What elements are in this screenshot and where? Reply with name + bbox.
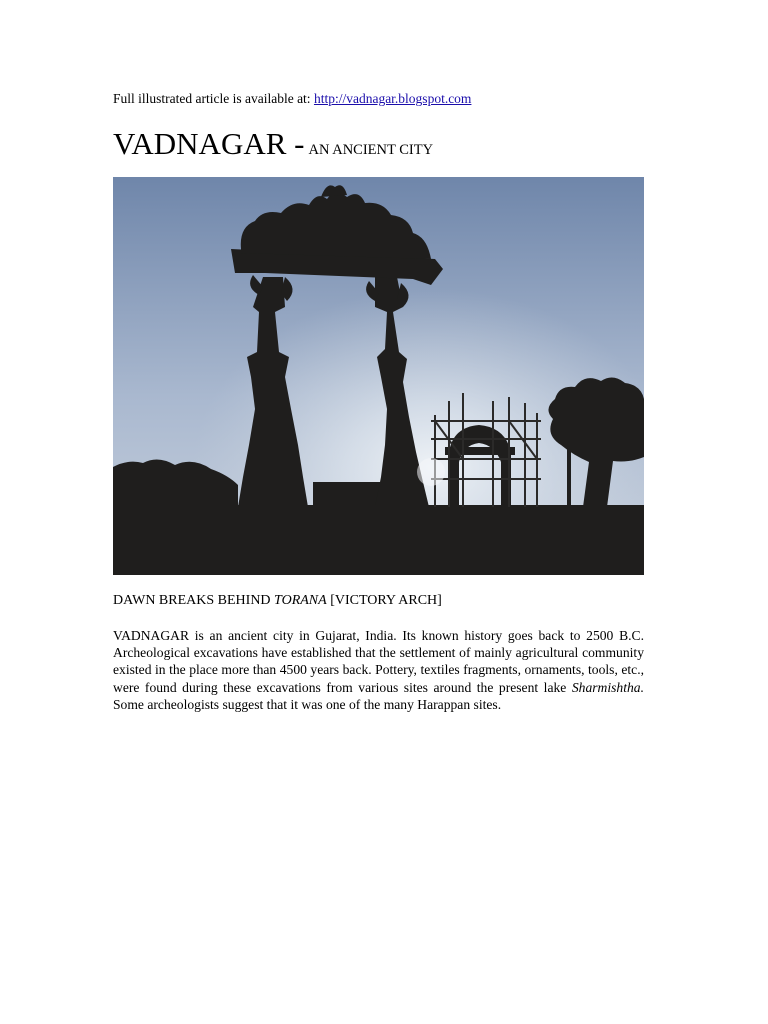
torana-photo xyxy=(113,177,644,575)
caption-prefix: DAWN BREAKS BEHIND xyxy=(113,593,271,608)
paragraph-part2: Some archeologists suggest that it was one of the many Harappan sites. xyxy=(113,696,502,712)
intro-text: Full illustrated article is available at: xyxy=(113,91,311,106)
blog-link[interactable]: http://vadnagar.blogspot.com xyxy=(313,91,472,106)
page-title xyxy=(113,124,433,170)
caption-torana: TORANA xyxy=(274,593,327,608)
paragraph-part1: VADNAGAR is an ancient city in Gujarat, India. Its known history goes back to 2500 B.C. Archeological excavations have established that the settlement of mainly agricultural community existed in the place more than 4500 years back. Pottery, textiles fragments, ornaments, tools, etc., were found during these excavations from various sites around the present lake xyxy=(113,628,644,695)
title-main: VADNAGAR - xyxy=(113,126,305,161)
intro-paragraph xyxy=(113,627,644,713)
photo-caption xyxy=(113,592,442,610)
title-subtitle: AN ANCIENT CITY xyxy=(308,142,434,158)
caption-suffix: [VICTORY ARCH] xyxy=(330,593,442,608)
intro-line xyxy=(113,90,471,108)
paragraph-lake-name: Sharmishtha. xyxy=(571,679,644,695)
